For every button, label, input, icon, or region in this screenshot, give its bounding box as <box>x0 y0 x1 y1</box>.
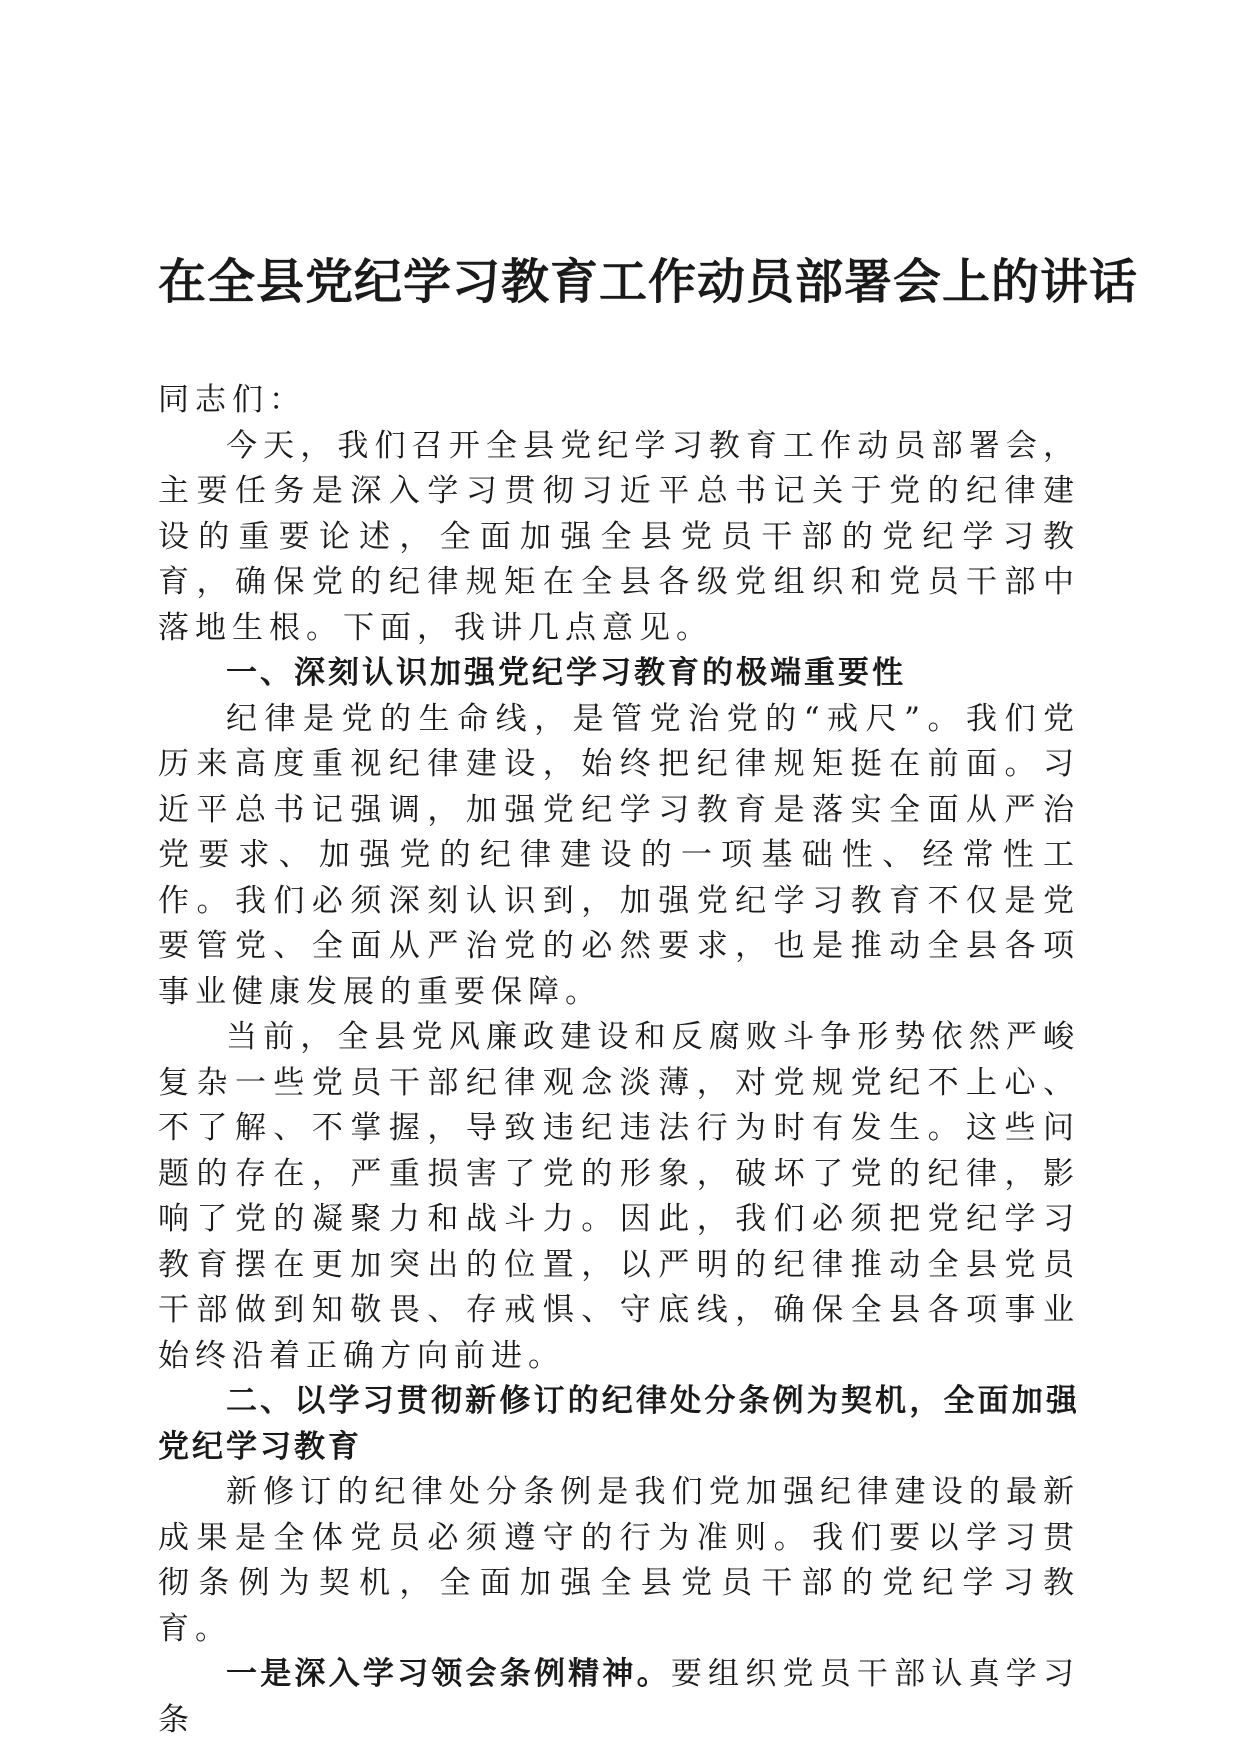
point-one-text: 要组织党员干部认真学习条 <box>158 1656 1081 1738</box>
paragraph-current-situation: 当前，全县党风廉政建设和反腐败斗争形势依然严峻复杂一些党员干部纪律观念淡薄，对党规党纪不上心、不了解、不掌握，导致违纪违法行为时有发生。这些问题的存在，严重损害了党的形象，破坏了党的纪律，影响了党的凝聚力和战斗力。因此，我们必须把党纪学习教育摆在更加突出的位置，以严明的纪律推动全县党员干部做到知敬畏、存戒惧、守底线，确保全县各项事业始终沿着正确方向前进。 <box>158 1019 1080 1374</box>
paragraph-discipline-lifeline: 纪律是党的生命线，是管党治党的“戒尺”。我们党历来高度重视纪律建设，始终把纪律规矩挺在前面。习近平总书记强调，加强党纪学习教育是落实全面从严治党要求、加强党的纪律建设的一项基础性、经常性工作。我们必须深刻认识到，加强党纪学习教育不仅是党要管党、全面从严治党的必然要求，也是推动全县各项事业健康发展的重要保障。 <box>158 700 1080 1010</box>
document-title: 在全县党纪学习教育工作动员部署会上的讲话 <box>158 254 1139 310</box>
greeting: 同志们： <box>158 382 306 418</box>
point-one-lead: 一是深入学习领会条例精神。 <box>226 1656 671 1692</box>
section-heading-2: 二、以学习贯彻新修订的纪律处分条例为契机，全面加强党纪学习教育 <box>158 1383 1080 1465</box>
paragraph-intro: 今天，我们召开全县党纪学习教育工作动员部署会，主要任务是深入学习贯彻习近平总书记关于党的纪律建设的重要论述，全面加强全县党员干部的党纪学习教育，确保党的纪律规矩在全县各级党组织和党员干部中落地生根。下面，我讲几点意见。 <box>158 427 1080 646</box>
paragraph-new-regulations: 新修订的纪律处分条例是我们党加强纪律建设的最新成果是全体党员必须遵守的行为准则。我们要以学习贯彻条例为契机，全面加强全县党员干部的党纪学习教育。 <box>158 1474 1080 1647</box>
section-heading-1: 一、深刻认识加强党纪学习教育的极端重要性 <box>226 655 906 691</box>
document-body <box>158 378 1080 1743</box>
paragraph-point-one <box>158 1652 1080 1743</box>
